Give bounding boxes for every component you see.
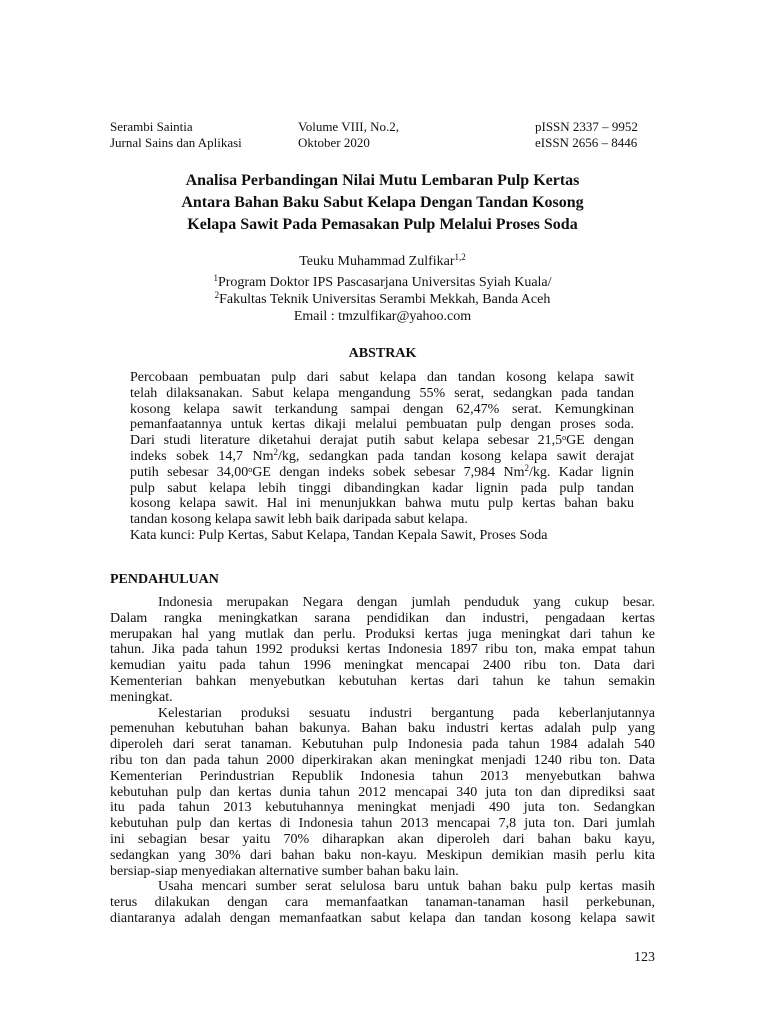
- paragraph-line: tahun. Jika pada tahun 1992 produksi kertas Indonesia 1897 ribu ton, maka empat tahun: [110, 642, 655, 658]
- title-line-1: Analisa Perbandingan Nilai Mutu Lembaran Pulp Kertas: [185, 172, 580, 189]
- paragraph-line: kebutuhan pulp dan kertas di Indonesia tahun 2013 mencapai 7,8 juta ton. Dari jumlah: [110, 816, 655, 832]
- paragraph-line: Dalam rangka meningkatkan sarana pendidikan dan industri, pengadaan kertas: [110, 610, 655, 626]
- abstract-text: indeks sobek 14,7 Nm: [130, 448, 274, 464]
- paragraph-line: Kementerian Perindustrian Republik Indonesia tahun 2013 menyebutkan bahwa: [110, 768, 655, 784]
- paragraph-line: itu pada tahun 2013 kebutuhannya meningkat menjadi 490 juta ton. Sedangkan: [110, 800, 655, 816]
- author-name: Teuku Muhammad Zulfikar: [299, 254, 455, 269]
- paragraph-line: merupakan hal yang mutlak dan perlu. Produksi kertas juga meningkat dari tahun ke: [110, 626, 655, 642]
- affiliation-1-marker: 1: [213, 273, 218, 283]
- abstract-line: tandan kosong kelapa sawit lebh baik daripada sabut kelapa.: [130, 512, 468, 528]
- abstract-line: Dari studi literature diketahui derajat putih sabut kelapa sebesar 21,5ᵒGE dengan: [130, 433, 634, 449]
- pissn-label: pISSN 2337 – 9952: [535, 119, 638, 134]
- abstract-line: [130, 462, 634, 481]
- unit-superscript: 2: [524, 462, 529, 473]
- abstract-line: kosong kelapa sawit terkandung sampai dengan 62,47% serat. Kemungkinan: [130, 401, 634, 417]
- paragraph-line: kemudian yaitu pada tahun 1996 meningkat mencapai 2400 ribu ton. Data dari: [110, 658, 655, 674]
- volume-label: Volume VIII, No.2,: [298, 119, 399, 134]
- keywords: Kata kunci: Pulp Kertas, Sabut Kelapa, Tandan Kepala Sawit, Proses Soda: [130, 527, 548, 543]
- affiliation-1: [110, 274, 655, 291]
- body-text: [110, 595, 655, 927]
- abstract-text: /kg, sedangkan pada tandan kosong kelapa sawit derajat: [278, 448, 634, 464]
- affiliation-2-text: Fakultas Teknik Universitas Serambi Mekkah, Banda Aceh: [219, 292, 551, 307]
- issue-date: Oktober 2020: [298, 135, 370, 150]
- paper-title: [110, 170, 655, 236]
- journal-subtitle: Jurnal Sains dan Aplikasi: [110, 135, 242, 150]
- journal-header: [110, 119, 655, 153]
- paragraph-line: ribu ton dan pada tahun 2000 diperkirakan akan meningkat menjadi 1240 ribu ton. Data: [110, 752, 655, 768]
- journal-info: [110, 119, 242, 151]
- abstract-line: [130, 446, 634, 465]
- paragraph-line: diantaranya adalah dengan memanfaatkan sabut kelapa dan tandan kosong kelapa sawit: [110, 910, 655, 926]
- author-email: Email : tmzulfikar@yahoo.com: [293, 309, 472, 324]
- author-superscript: 1,2: [454, 252, 466, 262]
- paragraph-line: bersiap-siap menyediakan alternative sumber bahan baku lain.: [110, 863, 459, 879]
- affiliation-2-marker: 2: [214, 290, 220, 300]
- abstract-body: [130, 370, 634, 544]
- abstract-line: telah dilaksanakan. Sabut kelapa mengandung 55% serat, sedangkan pada tandan: [130, 385, 634, 401]
- abstract-text: /kg. Kadar lignin: [528, 464, 634, 480]
- paragraph-line: Usaha mencari sumber serat selulosa baru untuk bahan baku pulp kertas masih: [158, 879, 655, 895]
- abstract-line: kosong kelapa sawit. Hal ini menunjukkan bahwa mutu pulp kertas bahan baku: [130, 496, 634, 512]
- abstract-text: putih sebesar 34,00ᵒGE dengan indeks sobek sebesar 7,984 Nm: [130, 464, 525, 480]
- paragraph-line: kebutuhan pulp dan kertas dunia tahun 2012 mencapai 340 juta ton dan diprediksi saat: [110, 784, 655, 800]
- paragraph-line: sedangkan yang 30% dari bahan baku non-kayu. Meskipun demikian masih perlu kita: [110, 847, 655, 863]
- issn-info: [535, 119, 638, 151]
- affiliations: [110, 274, 655, 325]
- eissn-label: eISSN 2656 – 8446: [535, 135, 638, 150]
- paragraph-line: meningkat.: [110, 689, 173, 705]
- paragraph-line: diperoleh dari serat tanaman. Kebutuhan pulp Indonesia pada tahun 1984 adalah 540: [110, 737, 655, 753]
- paragraph-line: ini sebagian besar yaitu 70% diharapkan akan diperoleh dari bahan baku kayu,: [110, 831, 655, 847]
- title-line-2: Antara Bahan Baku Sabut Kelapa Dengan Tandan Kosong: [181, 194, 584, 211]
- paragraph-line: Kementerian bahkan menyebutkan kebutuhan kertas dari tahun ke tahun semakin: [110, 673, 655, 689]
- paragraph-line: pemenuhan kebutuhan bahan bakunya. Bahan baku industri kertas adalah pulp yang: [110, 721, 655, 737]
- abstract-line: pemanfaatannya untuk kertas dikaji melalui pembuatan pulp dengan proses soda.: [130, 417, 634, 433]
- affiliation-1-text: Program Doktor IPS Pascasarjana Universitas Syiah Kuala/: [217, 275, 552, 290]
- author-line: [110, 253, 655, 271]
- paragraph-line: Kelestarian produksi sesuatu industri bergantung pada keberlanjutannya: [158, 705, 655, 721]
- unit-superscript: 2: [273, 446, 278, 457]
- paragraph-line: Indonesia merupakan Negara dengan jumlah penduduk yang cukup besar.: [158, 595, 655, 610]
- paragraph-line: terus dilakukan dengan cara memanfaatkan tanaman-tanaman hasil perkebunan,: [110, 895, 655, 911]
- journal-name: Serambi Saintia: [110, 119, 193, 134]
- abstract-heading: ABSTRAK: [348, 346, 417, 361]
- page-number: 123: [634, 950, 655, 965]
- issue-info: [298, 119, 399, 151]
- affiliation-2: [110, 291, 655, 308]
- abstract-line: pulp sabut kelapa lebih tinggi dibandingkan kadar lignin pada pulp tandan: [130, 480, 634, 496]
- section-heading: PENDAHULUAN: [110, 572, 219, 587]
- title-line-3: Kelapa Sawit Pada Pemasakan Pulp Melalui Proses Soda: [187, 216, 578, 233]
- abstract-line: Percobaan pembuatan pulp dari sabut kelapa dan tandan kosong kelapa sawit: [130, 370, 634, 385]
